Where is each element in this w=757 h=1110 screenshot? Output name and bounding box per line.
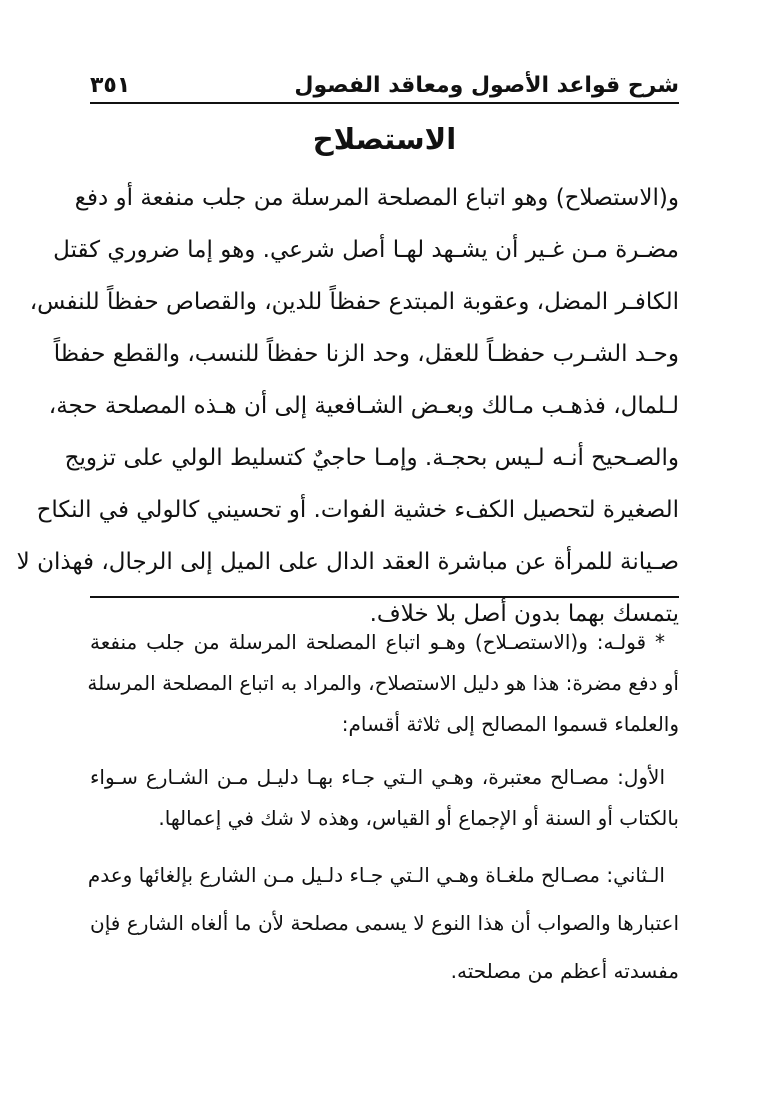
main-text-line: وحـد الشـرب حفظـاً للعقل، وحد الزنا حفظاً للنسب، والقطع حفظاً — [53, 341, 679, 367]
page-number: ٣٥١ — [90, 73, 131, 98]
page-header — [90, 58, 679, 104]
commentary-block — [87, 622, 679, 1007]
commentary-line: اعتبارها والصواب أن هذا النوع لا يسمى مصلحة لأن ما ألغاه الشارع فإن — [90, 911, 679, 935]
main-text-line: الكافـر المضل، وعقوبة المبتدع حفظاً للدين، والقصاص حفظاً للنفس، — [29, 289, 679, 315]
commentary-paragraph — [87, 622, 679, 745]
commentary-paragraph — [90, 757, 679, 839]
commentary-line: والعلماء قسموا المصالح إلى ثلاثة أقسام: — [341, 712, 679, 736]
main-text-line: صـيانة للمرأة عن مباشرة العقد الدال على الميل إلى الرجال، فهذان لا — [16, 549, 679, 575]
main-text-line: والصـحيح أنـه لـيس بحجـة. وإمـا حاجيٌ كتسليط الولي على تزويج — [64, 445, 679, 471]
section-divider — [90, 596, 679, 598]
main-text-line: مضـرة مـن غـير أن يشـهد لهـا أصل شرعي. وهو إما ضروري كقتل — [53, 237, 679, 263]
main-text-line: لـلمال، فذهـب مـالك وبعـض الشـافعية إلى أن هـذه المصلحة حجة، — [48, 393, 679, 419]
section-title: الاستصلاح — [312, 122, 457, 156]
main-text-line: و(الاستصلاح) وهو اتباع المصلحة المرسلة من جلب منفعة أو دفع — [74, 185, 679, 211]
book-title: شرح قواعد الأصول ومعاقد الفصول — [294, 73, 679, 98]
commentary-line: * قولـه: و(الاستصـلاح) وهـو اتباع المصلحة المرسلة من جلب منفعة — [90, 630, 665, 654]
main-text-line: الصغيرة لتحصيل الكفء خشية الفوات. أو تحسيني كالولي في النكاح — [36, 497, 679, 523]
commentary-line: الـثاني: مصـالح ملغـاة وهـي الـتي جـاء دلـيل مـن الشارع بإلغائها وعدم — [87, 863, 665, 887]
main-text-line: يتمسك بهما بدون أصل بلا خلاف. — [369, 601, 679, 627]
main-text-block — [16, 172, 679, 640]
commentary-line: الأول: مصـالح معتبرة، وهـي الـتي جـاء بهـا دليـل مـن الشـارع سـواء — [90, 765, 665, 789]
commentary-line: مفسدته أعظم من مصلحته. — [450, 959, 679, 983]
commentary-paragraph — [87, 851, 679, 995]
commentary-line: بالكتاب أو السنة أو الإجماع أو القياس، وهذه لا شك في إعمالها. — [158, 806, 679, 830]
commentary-line: أو دفع مضرة: هذا هو دليل الاستصلاح، والمراد به اتباع المصلحة المرسلة — [87, 671, 679, 695]
